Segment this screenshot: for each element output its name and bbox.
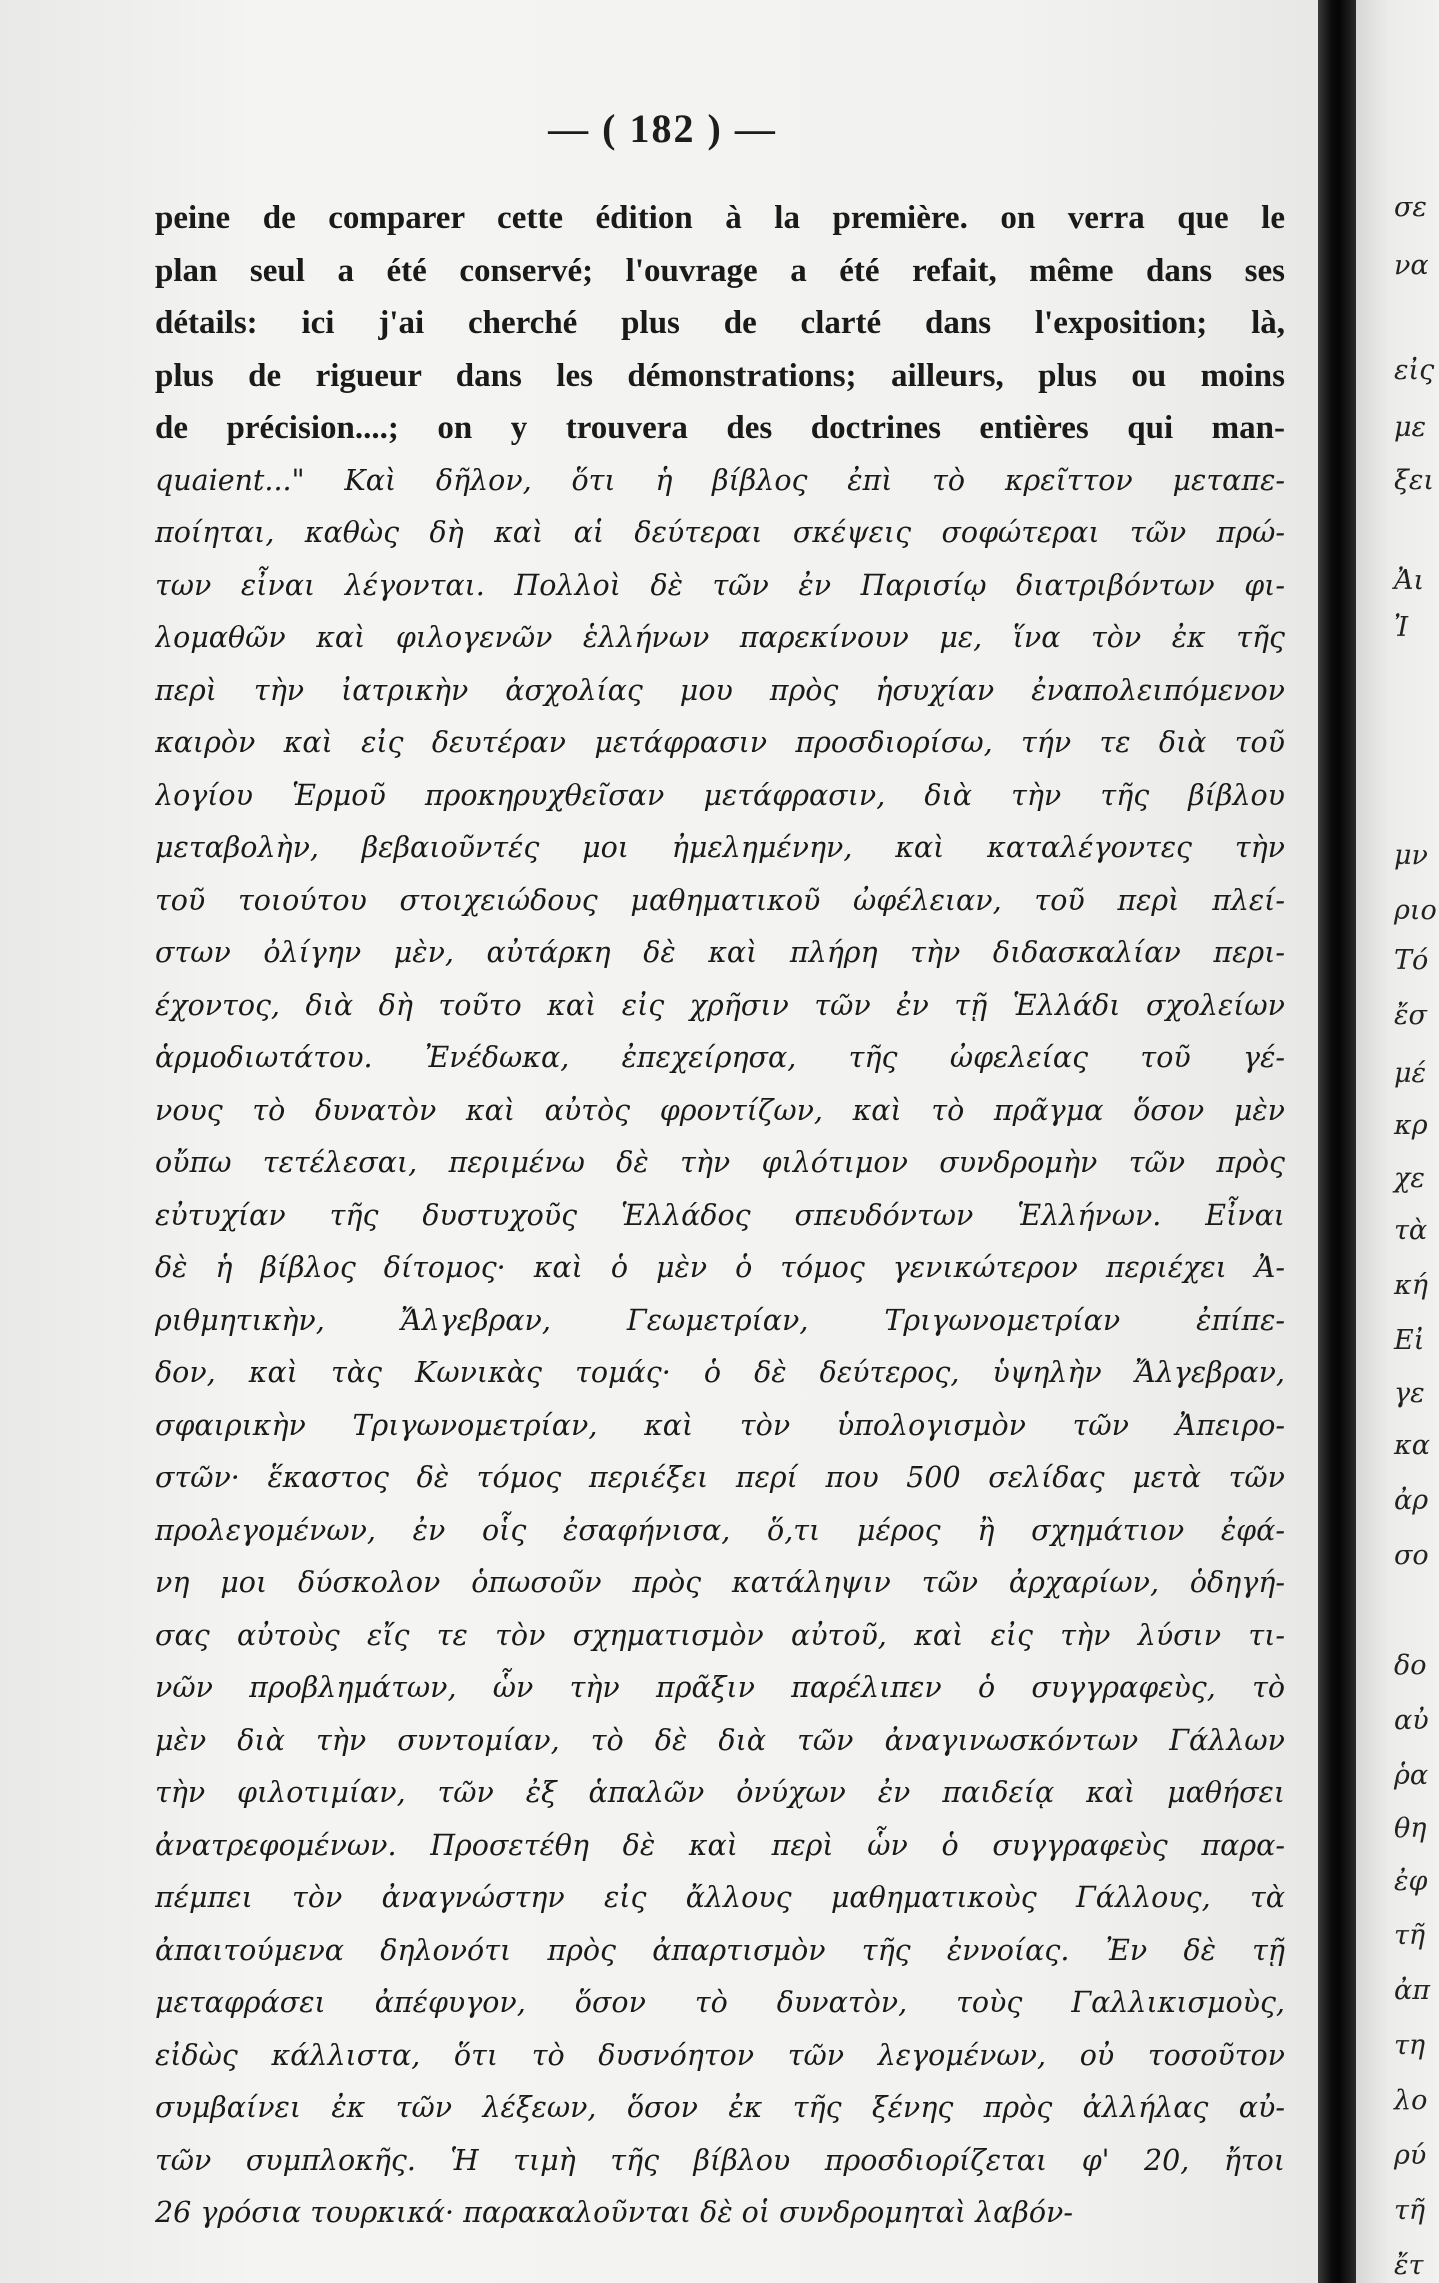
text-line: plan seul a été conservé; l'ouvrage a été refait, même dans ses xyxy=(155,252,1285,289)
facing-page-fragment: τη xyxy=(1394,2030,1426,2061)
text-line: περὶ τὴν ἰατρικὴν ἀσχολίας μου πρὸς ἡσυχίαν ἐναπολειπόμενον xyxy=(155,673,1285,707)
text-line: ἀπαιτούμενα δηλονότι πρὸς ἀπαρτισμὸν τῆς ἐννοίας. Ἐν δὲ τῇ xyxy=(155,1933,1285,1967)
text-line: εἰδὼς κάλλιστα, ὅτι τὸ δυσνόητον τῶν λεγομένων, οὐ τοσοῦτον xyxy=(155,2038,1285,2072)
text-line: στῶν· ἕκαστος δὲ τόμος περιέξει περί που 500 σελίδας μετὰ τῶν xyxy=(155,1461,1285,1494)
facing-page-fragment: Εἰ xyxy=(1394,1325,1425,1356)
facing-page-fragment: κρ xyxy=(1394,1110,1428,1141)
facing-page-fragment: τὰ xyxy=(1394,1215,1428,1246)
text-line: πέμπει τὸν ἀναγνώστην εἰς ἄλλους μαθηματικοὺς Γάλλους, τὰ xyxy=(155,1881,1285,1914)
text-line: quaient..." Καὶ δῆλον, ὅτι ἡ βίβλος ἐπὶ τὸ κρεῖττον μεταπε- xyxy=(155,463,1285,497)
text-line: ἁρμοδιωτάτου. Ἐνέδωκα, ἐπεχείρησα, τῆς ὠφελείας τοῦ γέ- xyxy=(155,1041,1285,1074)
facing-page-fragment: ἐφ xyxy=(1394,1866,1428,1897)
text-line: détails: ici j'ai cherché plus de clarté dans l'exposition; là, xyxy=(155,305,1285,341)
facing-page-fragment: τῆ xyxy=(1394,2195,1426,2226)
text-line: plus de rigueur dans les démonstrations; ailleurs, plus ou moins xyxy=(155,357,1285,394)
text-line: μεταβολὴν, βεβαιοῦντές μοι ἠμελημένην, καὶ καταλέγοντες τὴν xyxy=(155,831,1285,864)
book-gutter xyxy=(1318,0,1356,2283)
text-line: τὴν φιλοτιμίαν, τῶν ἐξ ἁπαλῶν ὀνύχων ἐν παιδείᾳ καὶ μαθήσει xyxy=(155,1776,1285,1809)
facing-page-fragment: θη xyxy=(1394,1813,1427,1844)
facing-page-fragment: ριο xyxy=(1394,895,1437,926)
facing-page-fragment: κή xyxy=(1394,1270,1428,1301)
facing-page-fragment: τῆ xyxy=(1394,1920,1426,1951)
facing-page-fragment: Ἰ xyxy=(1394,612,1409,643)
page-number: — ( 182 ) — xyxy=(548,106,777,151)
text-line: έχοντος, διὰ δὴ τοῦτο καὶ εἰς χρῆσιν τῶν ἐν τῇ Ἑλλάδι σχολείων xyxy=(155,988,1285,1022)
text-line: 26 γρόσια τουρκικά· παρακαλοῦνται δὲ οἱ συνδρομηταὶ λαβόν- xyxy=(155,2196,1073,2229)
text-line: σφαιρικὴν Τριγωνομετρίαν, καὶ τὸν ὑπολογισμὸν τῶν Ἀπειρο- xyxy=(155,1408,1285,1442)
facing-page-fragment: ξει xyxy=(1394,465,1434,496)
text-line: μὲν διὰ τὴν συντομίαν, τὸ δὲ διὰ τῶν ἀναγινωσκόντων Γάλλων xyxy=(155,1723,1285,1757)
facing-page-fragment: Τό xyxy=(1394,945,1429,976)
facing-page-edge xyxy=(1356,0,1439,2283)
text-line: μεταφράσει ἀπέφυγον, ὅσον τὸ δυνατὸν, τοὺς Γαλλικισμοὺς, xyxy=(155,1986,1285,2019)
text-line: τῶν συμπλοκῆς. Ἡ τιμὴ τῆς βίβλου προσδιορίζεται φ' 20, ἤτοι xyxy=(155,2143,1285,2177)
facing-page-fragment: λο xyxy=(1394,2085,1428,2116)
text-line: δὲ ἡ βίβλος δίτομος· καὶ ὁ μὲν ὁ τόμος γενικώτερον περιέχει Ἀ- xyxy=(155,1251,1285,1284)
facing-page-fragment: Ἀι xyxy=(1394,565,1425,596)
text-line: προλεγομένων, ἐν οἷς ἐσαφήνισα, ὅ,τι μέρος ἢ σχημάτιον ἐφά- xyxy=(155,1513,1285,1547)
facing-page-fragment: ρύ xyxy=(1394,2140,1427,2171)
text-line: νους τὸ δυνατὸν καὶ αὐτὸς φροντίζων, καὶ τὸ πρᾶγμα ὅσον μὲν xyxy=(155,1093,1285,1127)
facing-page-fragment: σο xyxy=(1394,1540,1429,1571)
text-line: οὔπω τετέλεσαι, περιμένω δὲ τὴν φιλότιμον συνδρομὴν τῶν πρὸς xyxy=(155,1146,1285,1179)
facing-page-fragment: να xyxy=(1394,250,1429,281)
text-line: ριθμητικὴν, Ἄλγεβραν, Γεωμετρίαν, Τριγωνομετρίαν ἐπίπε- xyxy=(155,1303,1285,1337)
text-line: δον, καὶ τὰς Κωνικὰς τομάς· ὁ δὲ δεύτερος, ὑψηλὴν Ἄλγεβραν, xyxy=(155,1356,1285,1389)
facing-page-fragment: μέ xyxy=(1394,1058,1427,1089)
text-line: των εἶναι λέγονται. Πολλοὶ δὲ τῶν ἐν Παρισίῳ διατριβόντων φι- xyxy=(155,568,1285,602)
text-line: νῶν προβλημάτων, ὧν τὴν πρᾶξιν παρέλιπεν ὁ συγγραφεὺς, τὸ xyxy=(155,1671,1285,1704)
facing-page-fragment: γε xyxy=(1394,1378,1425,1409)
facing-page-fragment: σε xyxy=(1394,192,1427,223)
facing-page-fragment: εἰς xyxy=(1394,355,1435,386)
body-text xyxy=(155,192,1285,2240)
text-line: λογίου Ἑρμοῦ προκηρυχθεῖσαν μετάφρασιν, διὰ τὴν τῆς βίβλου xyxy=(155,778,1285,812)
text-line: τοῦ τοιούτου στοιχειώδους μαθηματικοῦ ὠφέλειαν, τοῦ περὶ πλεί- xyxy=(155,883,1285,917)
text-line: de précision....; on y trouvera des doctrines entières qui man- xyxy=(155,410,1285,446)
text-line: συμβαίνει ἐκ τῶν λέξεων, ὅσον ἐκ τῆς ξένης πρὸς ἀλλήλας αὐ- xyxy=(155,2091,1285,2124)
text-line: peine de comparer cette édition à la première. on verra que le xyxy=(155,200,1285,236)
facing-page-fragment: ἀπ xyxy=(1394,1975,1430,2006)
text-line: εὐτυχίαν τῆς δυστυχοῦς Ἑλλάδος σπευδόντων Ἑλλήνων. Εἶναι xyxy=(155,1198,1285,1232)
text-line: ἀνατρεφομένων. Προσετέθη δὲ καὶ περὶ ὧν ὁ συγγραφεὺς παρα- xyxy=(155,1828,1285,1862)
facing-page-fragment: κα xyxy=(1394,1430,1430,1461)
facing-page-fragment: ἔτ xyxy=(1394,2250,1424,2281)
facing-page-fragment: με xyxy=(1394,412,1427,443)
text-line: σας αὐτοὺς εἴς τε τὸν σχηματισμὸν αὐτοῦ, καὶ εἰς τὴν λύσιν τι- xyxy=(155,1618,1285,1652)
text-line: στων ὀλίγην μὲν, αὐτάρκη δὲ καὶ πλήρη τὴν διδασκαλίαν περι- xyxy=(155,936,1285,969)
text-line: νη μοι δύσκολον ὁπωσοῦν πρὸς κατάληψιν τῶν ἀρχαρίων, ὁδηγή- xyxy=(155,1566,1285,1599)
text-line: καιρὸν καὶ εἰς δευτέραν μετάφρασιν προσδιορίσω, τήν τε διὰ τοῦ xyxy=(155,726,1285,759)
facing-page-fragment: χε xyxy=(1394,1163,1425,1194)
text-line: ποίηται, καθὼς δὴ καὶ αἱ δεύτεραι σκέψεις σοφώτεραι τῶν πρώ- xyxy=(155,516,1285,549)
facing-page-fragment: μν xyxy=(1394,840,1428,871)
facing-page-fragment: ἔσ xyxy=(1394,1000,1427,1031)
facing-page-fragment: ἀρ xyxy=(1394,1485,1429,1516)
facing-page-fragment: δο xyxy=(1394,1650,1427,1681)
text-line: λομαθῶν καὶ φιλογενῶν ἑλλήνων παρεκίνουν με, ἵνα τὸν ἐκ τῆς xyxy=(155,621,1285,654)
facing-page-fragment: αὐ xyxy=(1394,1705,1429,1736)
facing-page-fragment: ῥα xyxy=(1394,1760,1429,1791)
